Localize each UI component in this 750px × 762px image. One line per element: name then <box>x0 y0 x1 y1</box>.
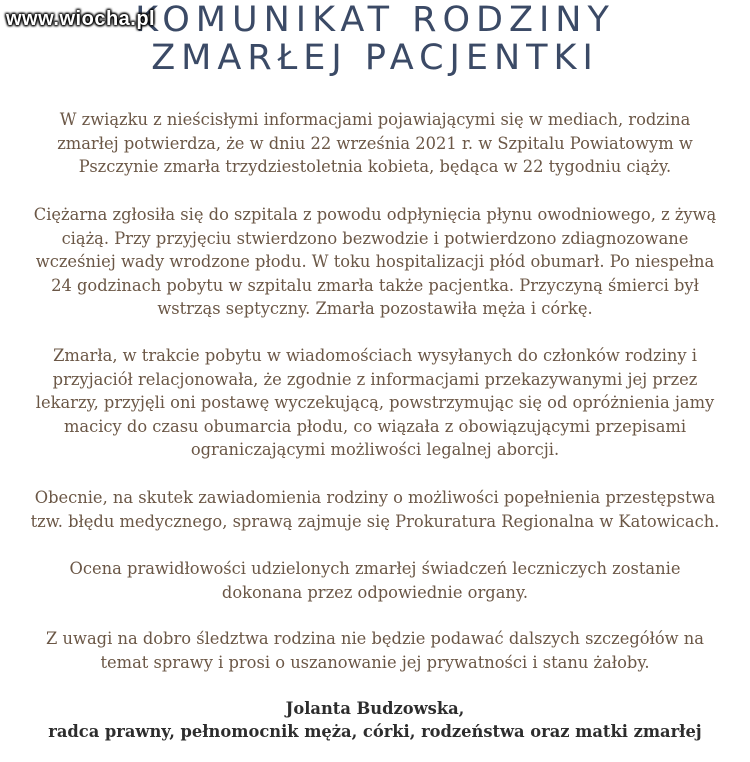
paragraph-5: Ocena prawidłowości udzielonych zmarłej świadczeń leczniczych zostanie dokonana przez odpowiednie organy. <box>69 559 681 602</box>
paragraph-6: Z uwagi na dobro śledztwa rodzina nie będzie podawać dalszych szczegółów na temat sprawy i prosi o uszanowanie jej prywatności i stanu żałoby. <box>46 629 704 672</box>
document-title-line-1: KOMUNIKAT RODZINY <box>135 0 615 40</box>
signature-role: radca prawny, pełnomocnik męża, córki, rodzeństwa oraz matki zmarłej <box>48 722 702 741</box>
paragraph-3: Zmarła, w trakcie pobytu w wiadomościach wysyłanych do członków rodziny i przyjaciół relacjonowała, że zgodnie z informacjami przekazywanymi jej przez lekarzy, przyjęli oni postawę wyczekującą, powstrzymując się od opróżnienia jamy macicy do czasu obumarcia płodu, co wiązała z obowiązującymi przepisami ograniczającymi możliwości legalnej aborcji. <box>35 346 715 459</box>
document-title-line-2: ZMARŁEJ PACJENTKI <box>151 38 599 78</box>
signature-name: Jolanta Budzowska, <box>285 699 465 718</box>
paragraph-1: W związku z nieścisłymi informacjami pojawiającymi się w mediach, rodzina zmarłej potwierdza, że w dniu 22 września 2021 r. w Szpitalu Powiatowym w Pszczynie zmarła trzydziestoletnia kobieta, będąca w 22 tygodniu ciąży. <box>57 110 693 176</box>
paragraph-4: Obecnie, na skutek zawiadomienia rodziny o możliwości popełnienia przestępstwa tzw. błędu medycznego, sprawą zajmuje się Prokuratura Regionalna w Katowicach. <box>30 488 720 531</box>
paragraph-2: Ciężarna zgłosiła się do szpitala z powodu odpłynięcia płynu owodniowego, z żywą ciążą. Przy przyjęciu stwierdzono bezwodzie i potwierdzono zdiagnozowane wcześniej wady wrodzone płodu. W toku hospitalizacji płód obumarł. Po niespełna 24 godzinach pobytu w szpitalu zmarła także pacjentka. Przyczyną śmierci był wstrząs septyczny. Zmarła pozostawiła męża i córkę. <box>33 205 717 318</box>
site-watermark: www.wiocha.pl <box>6 8 156 30</box>
